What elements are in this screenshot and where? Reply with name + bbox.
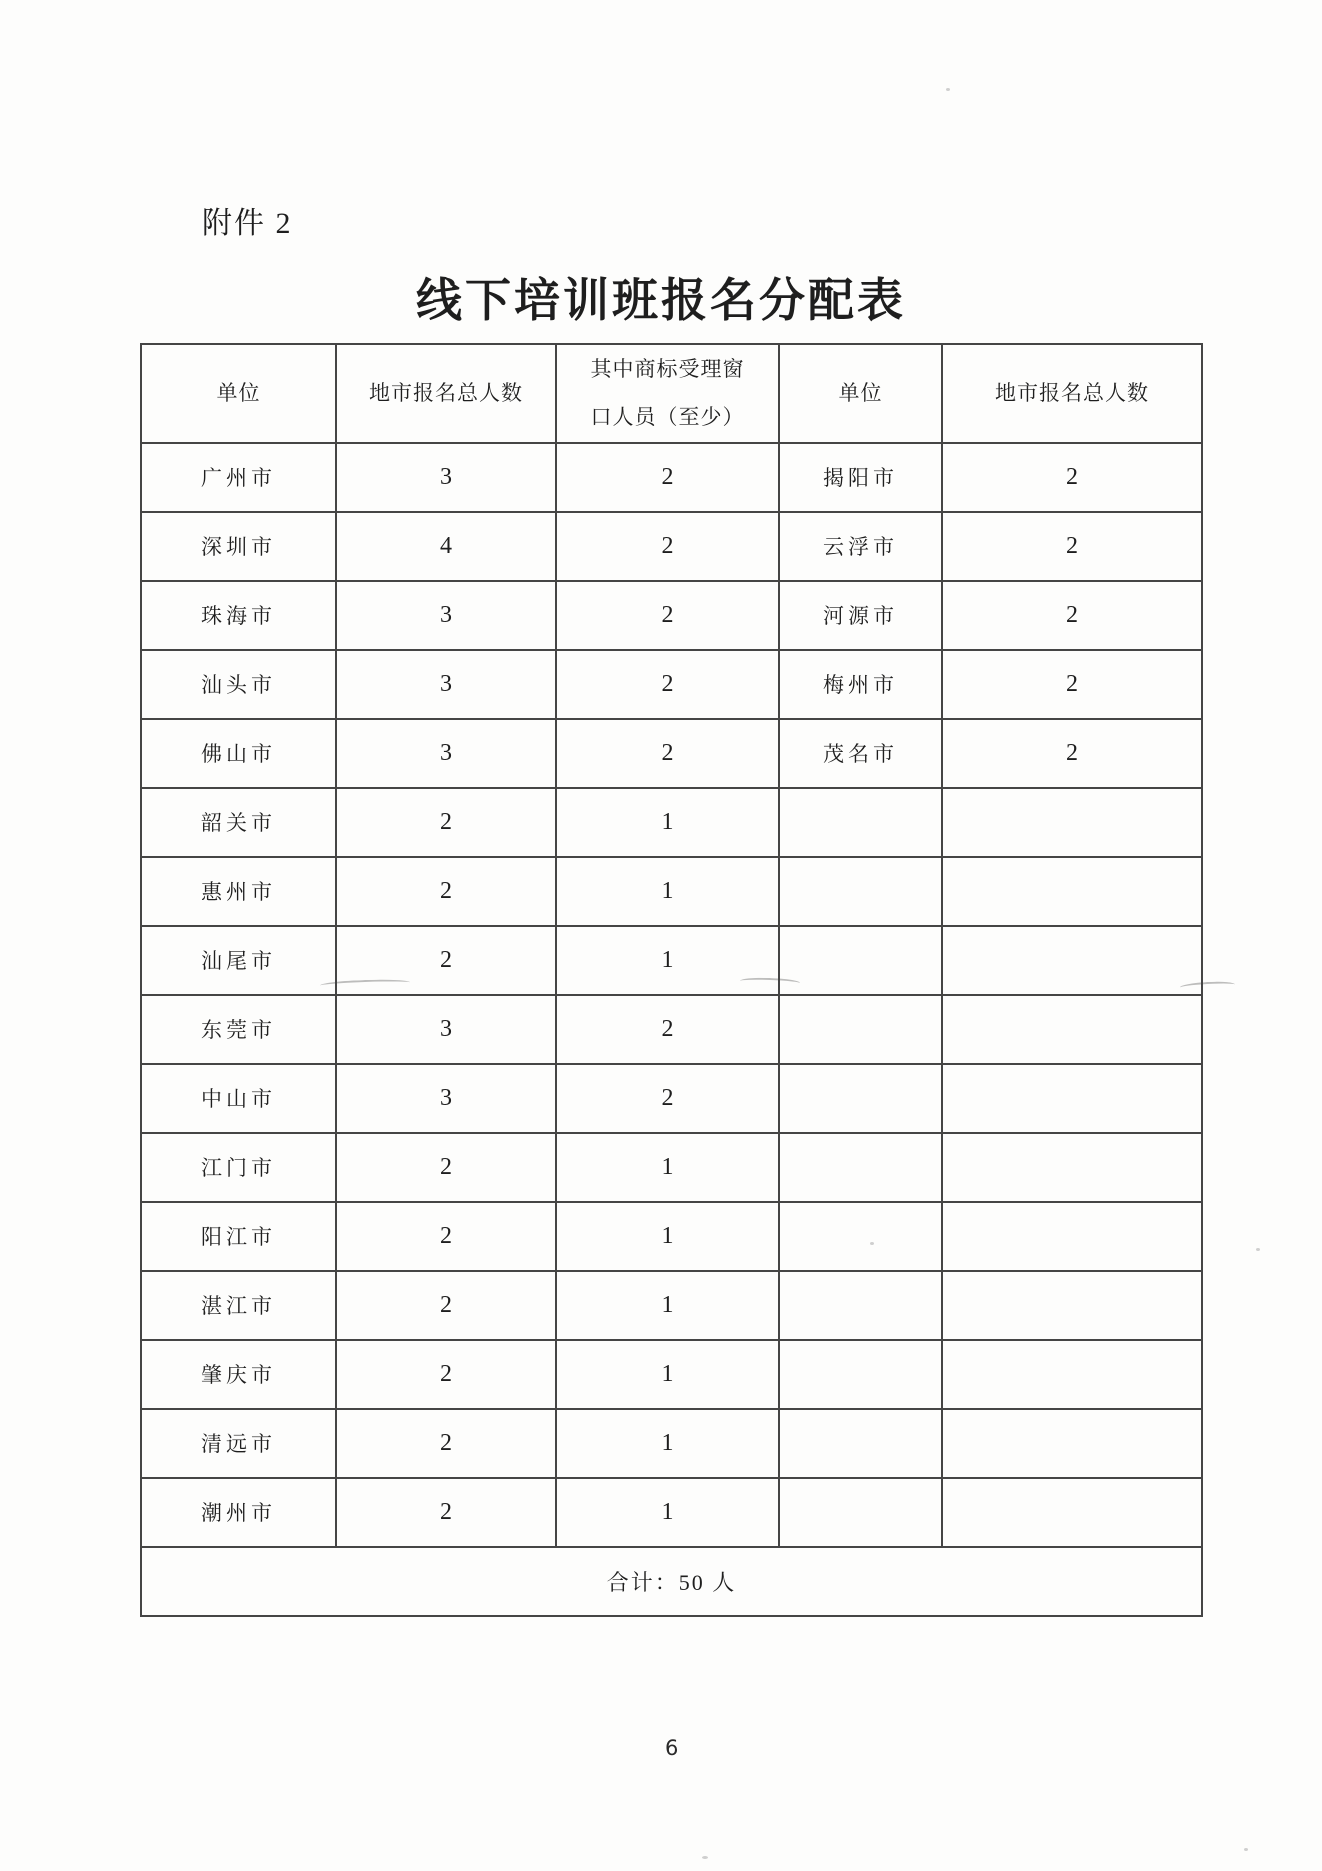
- unit-cell-right: [779, 1271, 942, 1340]
- header-window-staff-line2: 口人员（至少）: [590, 405, 745, 430]
- table-row: [141, 1133, 1202, 1202]
- unit-cell-right: 梅州市: [779, 650, 942, 719]
- header-window-staff-line1: 其中商标受理窗: [590, 357, 745, 381]
- unit-cell-right: [779, 1064, 942, 1133]
- total-cell-right: 2: [942, 650, 1202, 719]
- window-cell-left: 2: [556, 443, 779, 512]
- scan-speck: [946, 88, 950, 91]
- total-cell-left: 2: [336, 1340, 556, 1409]
- window-cell-left: 1: [556, 1133, 779, 1202]
- total-cell-left: 3: [336, 443, 556, 512]
- unit-cell-left: 深圳市: [141, 512, 336, 581]
- table-row: [141, 581, 1202, 650]
- unit-cell-left: 湛江市: [141, 1271, 336, 1340]
- total-cell-left: 3: [336, 581, 556, 650]
- window-cell-left: 1: [556, 788, 779, 857]
- total-cell-left: 3: [336, 995, 556, 1064]
- unit-cell-right: [779, 1133, 942, 1202]
- total-summary: 合计：50 人: [141, 1547, 1202, 1616]
- window-cell-left: 2: [556, 512, 779, 581]
- unit-cell-left: 潮州市: [141, 1478, 336, 1547]
- window-cell-left: 1: [556, 1202, 779, 1271]
- window-cell-left: 2: [556, 1064, 779, 1133]
- total-cell-right: [942, 1202, 1202, 1271]
- scan-speck: [1244, 1848, 1248, 1851]
- table-row: [141, 926, 1202, 995]
- page-title: 线下培训班报名分配表: [416, 275, 906, 326]
- unit-cell-left: 惠州市: [141, 857, 336, 926]
- total-cell-left: 2: [336, 1409, 556, 1478]
- unit-cell-right: [779, 995, 942, 1064]
- window-cell-left: 1: [556, 1271, 779, 1340]
- unit-cell-right: 云浮市: [779, 512, 942, 581]
- window-cell-left: 1: [556, 1340, 779, 1409]
- unit-cell-left: 汕头市: [141, 650, 336, 719]
- unit-cell-left: 汕尾市: [141, 926, 336, 995]
- table-row: [141, 650, 1202, 719]
- total-cell-left: 2: [336, 1202, 556, 1271]
- total-cell-right: [942, 788, 1202, 857]
- attachment-label: 附件 2: [202, 207, 293, 240]
- table-row: [141, 443, 1202, 512]
- table-row: [141, 1340, 1202, 1409]
- total-cell-right: [942, 1409, 1202, 1478]
- unit-cell-right: 河源市: [779, 581, 942, 650]
- total-cell-left: 3: [336, 1064, 556, 1133]
- window-cell-left: 1: [556, 857, 779, 926]
- table-row: [141, 719, 1202, 788]
- unit-cell-right: [779, 1478, 942, 1547]
- unit-cell-right: [779, 926, 942, 995]
- header-unit-left: 单位: [141, 344, 336, 443]
- total-cell-left: 3: [336, 650, 556, 719]
- unit-cell-left: 江门市: [141, 1133, 336, 1202]
- window-cell-left: 1: [556, 926, 779, 995]
- total-cell-left: 4: [336, 512, 556, 581]
- window-cell-left: 2: [556, 650, 779, 719]
- unit-cell-left: 肇庆市: [141, 1340, 336, 1409]
- header-total-left: 地市报名总人数: [336, 344, 556, 443]
- total-cell-right: [942, 926, 1202, 995]
- total-cell-left: 2: [336, 1133, 556, 1202]
- unit-cell-left: 阳江市: [141, 1202, 336, 1271]
- table-row: [141, 1202, 1202, 1271]
- unit-cell-right: 茂名市: [779, 719, 942, 788]
- window-cell-left: 1: [556, 1409, 779, 1478]
- table-row: [141, 1478, 1202, 1547]
- table-row: [141, 1271, 1202, 1340]
- total-cell-left: 3: [336, 719, 556, 788]
- total-cell-left: 2: [336, 926, 556, 995]
- total-cell-right: 2: [942, 443, 1202, 512]
- total-cell-right: 2: [942, 581, 1202, 650]
- unit-cell-right: [779, 1409, 942, 1478]
- unit-cell-right: 揭阳市: [779, 443, 942, 512]
- window-cell-left: 1: [556, 1478, 779, 1547]
- table-row: [141, 1409, 1202, 1478]
- table-row: [141, 857, 1202, 926]
- unit-cell-left: 中山市: [141, 1064, 336, 1133]
- total-cell-right: [942, 1478, 1202, 1547]
- window-cell-left: 2: [556, 719, 779, 788]
- total-cell-right: [942, 1271, 1202, 1340]
- unit-cell-left: 佛山市: [141, 719, 336, 788]
- scan-speck: [870, 1242, 874, 1245]
- total-cell-right: [942, 1064, 1202, 1133]
- unit-cell-left: 韶关市: [141, 788, 336, 857]
- total-cell-left: 2: [336, 1271, 556, 1340]
- total-cell-right: [942, 1133, 1202, 1202]
- total-cell-left: 2: [336, 1478, 556, 1547]
- table-row: [141, 1064, 1202, 1133]
- table-row: [141, 995, 1202, 1064]
- unit-cell-left: 东莞市: [141, 995, 336, 1064]
- unit-cell-left: 珠海市: [141, 581, 336, 650]
- unit-cell-right: [779, 1340, 942, 1409]
- scan-speck: [702, 1856, 708, 1859]
- unit-cell-right: [779, 857, 942, 926]
- total-cell-right: [942, 857, 1202, 926]
- allocation-table: [140, 343, 1203, 1617]
- unit-cell-right: [779, 1202, 942, 1271]
- unit-cell-left: 广州市: [141, 443, 336, 512]
- table-body: [141, 344, 1202, 1616]
- header-window-staff: [556, 344, 779, 443]
- total-cell-right: [942, 1340, 1202, 1409]
- unit-cell-right: [779, 788, 942, 857]
- table-footer-row: [141, 1547, 1202, 1616]
- unit-cell-left: 清远市: [141, 1409, 336, 1478]
- table-header-row: [141, 344, 1202, 443]
- table-row: [141, 788, 1202, 857]
- header-unit-right: 单位: [779, 344, 942, 443]
- page-number: 6: [665, 1736, 679, 1760]
- header-total-right: 地市报名总人数: [942, 344, 1202, 443]
- total-cell-right: 2: [942, 512, 1202, 581]
- total-cell-left: 2: [336, 788, 556, 857]
- table-row: [141, 512, 1202, 581]
- total-cell-right: 2: [942, 719, 1202, 788]
- total-cell-right: [942, 995, 1202, 1064]
- window-cell-left: 2: [556, 581, 779, 650]
- scan-speck: [1256, 1248, 1260, 1251]
- window-cell-left: 2: [556, 995, 779, 1064]
- total-cell-left: 2: [336, 857, 556, 926]
